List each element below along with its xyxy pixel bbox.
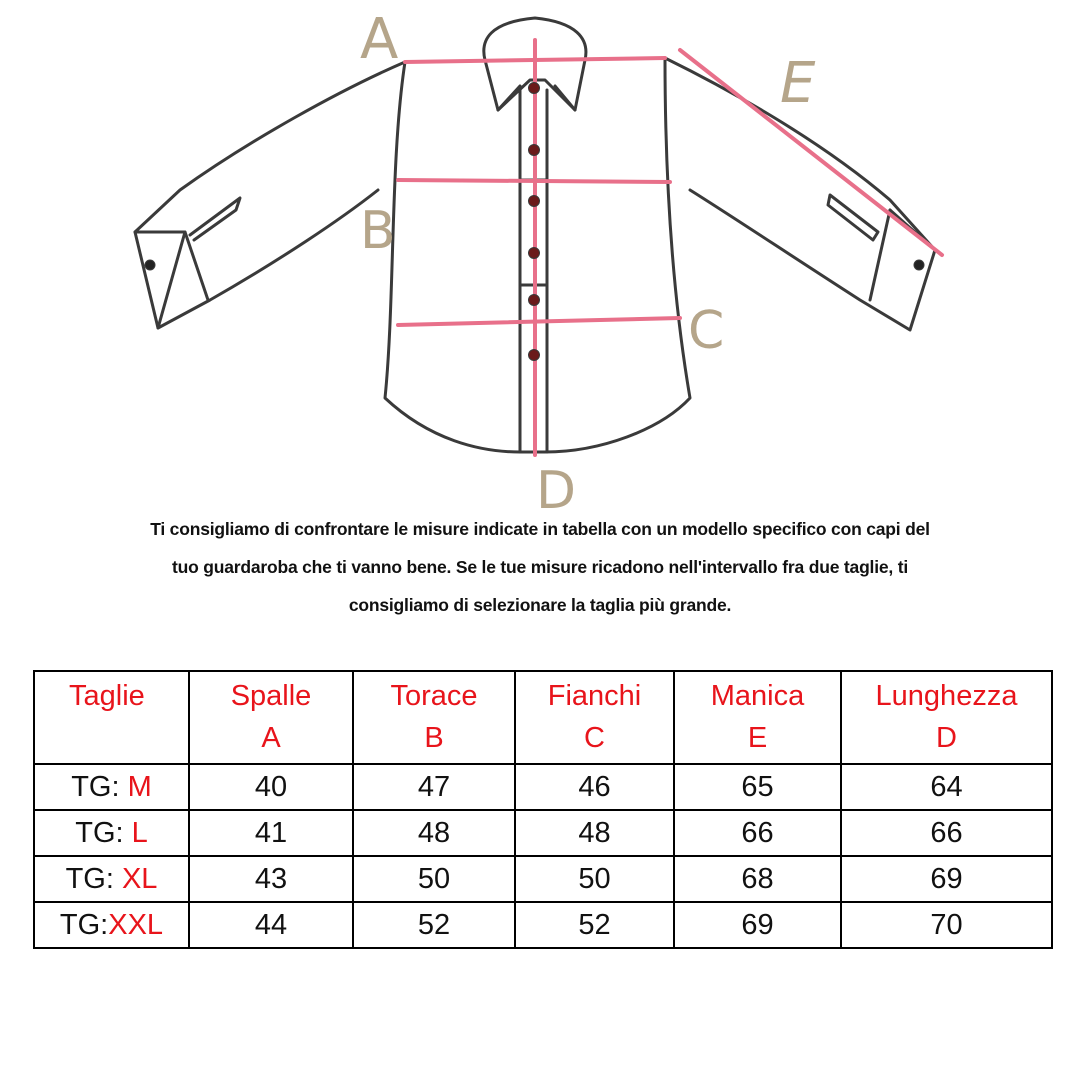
advice-line: Ti consigliamo di confrontare le misure indicate in tabella con un modello specifico con capi del [150, 519, 930, 539]
value-cell: 48 [353, 810, 515, 856]
table-row [34, 856, 1052, 902]
button-dot [529, 248, 540, 259]
value-cell: 65 [674, 764, 841, 810]
shirt-diagram [0, 0, 1080, 515]
label-a: A [360, 7, 399, 72]
button-dot [529, 196, 540, 207]
value-cell: 52 [353, 902, 515, 948]
value-cell: 48 [515, 810, 674, 856]
value-cell: 52 [515, 902, 674, 948]
table-row [34, 902, 1052, 948]
value-cell: 40 [189, 764, 353, 810]
button-dot [529, 350, 540, 361]
label-d: D [536, 461, 577, 515]
value-cell: 69 [674, 902, 841, 948]
size-cell: TG: M [34, 764, 189, 810]
header-spalle: Spalle A [189, 671, 353, 764]
label-c: C [688, 301, 725, 361]
value-cell: 50 [353, 856, 515, 902]
value-cell: 50 [515, 856, 674, 902]
button-dot [529, 83, 540, 94]
table-header-row [34, 671, 1052, 764]
size-cell: TG: XL [34, 856, 189, 902]
measure-lines [398, 40, 942, 455]
value-cell: 43 [189, 856, 353, 902]
measure-line-c [398, 318, 680, 325]
button-dot [529, 145, 540, 156]
value-cell: 66 [841, 810, 1052, 856]
value-cell: 68 [674, 856, 841, 902]
header-taglie: Taglie [34, 671, 189, 764]
value-cell: 64 [841, 764, 1052, 810]
value-cell: 41 [189, 810, 353, 856]
advice-line: tuo guardaroba che ti vanno bene. Se le tue misure ricadono nell'intervallo fra due taglie, ti [171, 557, 909, 577]
header-lunghezza: Lunghezza D [841, 671, 1052, 764]
cuff-button-right [914, 260, 924, 270]
advice-text [80, 510, 1000, 624]
header-torace: Torace B [353, 671, 515, 764]
value-cell: 44 [189, 902, 353, 948]
table-row [34, 764, 1052, 810]
advice-line: consigliamo di selezionare la taglia più grande. [348, 595, 732, 615]
label-b: B [360, 201, 396, 261]
header-manica: Manica E [674, 671, 841, 764]
table-row [34, 810, 1052, 856]
value-cell: 46 [515, 764, 674, 810]
button-dot [529, 295, 540, 306]
size-table [33, 670, 1053, 949]
size-cell: TG: L [34, 810, 189, 856]
size-cell: TG:XXL [34, 902, 189, 948]
value-cell: 47 [353, 764, 515, 810]
label-e: E [780, 51, 816, 116]
cuff-button-left [145, 260, 155, 270]
value-cell: 66 [674, 810, 841, 856]
value-cell: 69 [841, 856, 1052, 902]
header-fianchi: Fianchi C [515, 671, 674, 764]
value-cell: 70 [841, 902, 1052, 948]
